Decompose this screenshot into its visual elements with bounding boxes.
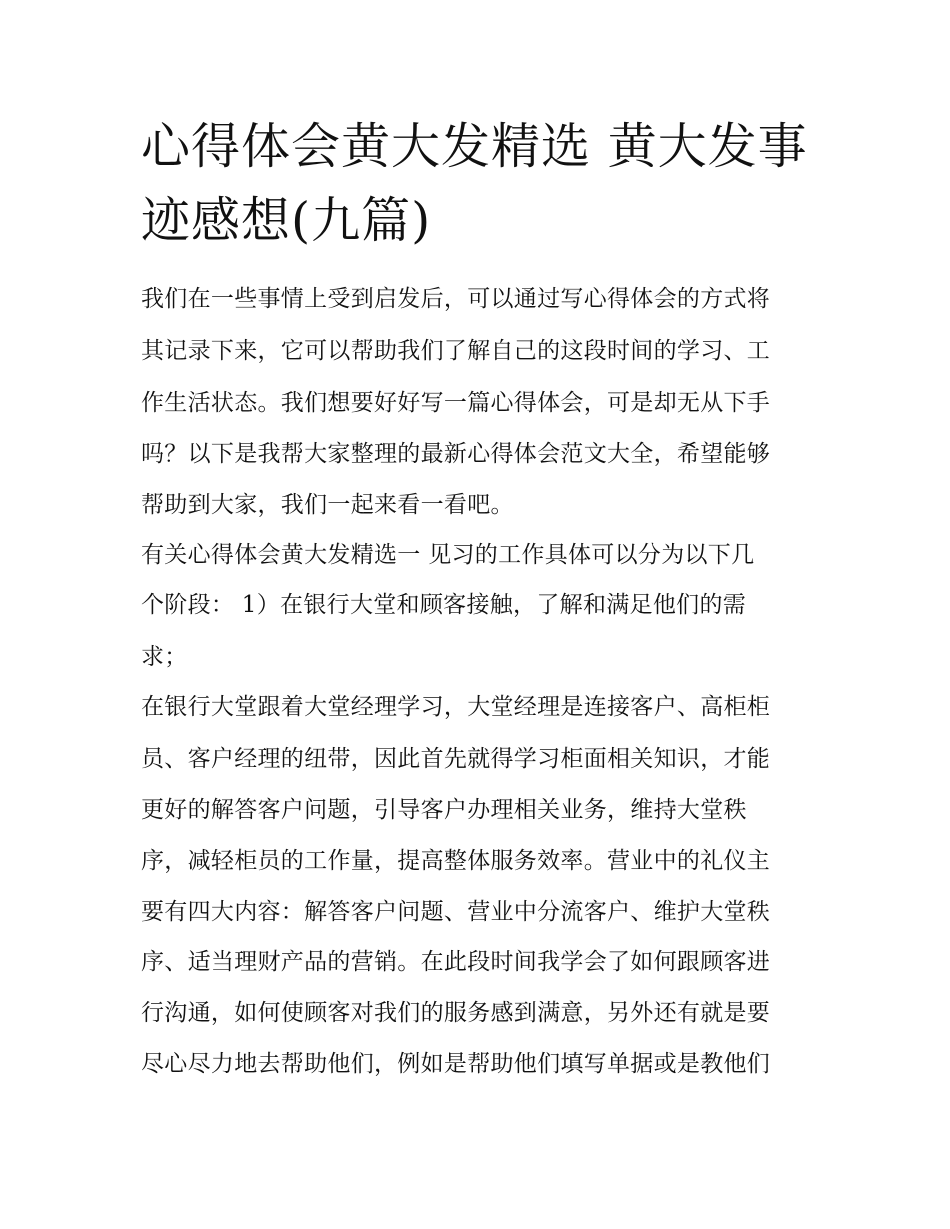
body-line: 作生活状态。我们想要好好写一篇心得体会，可是却无从下手 bbox=[141, 390, 771, 416]
body-line: 帮助到大家，我们一起来看一看吧。 bbox=[141, 492, 514, 518]
body-line: 尽心尽力地去帮助他们，例如是帮助他们填写单据或是教他们 bbox=[141, 1051, 771, 1077]
body-line: 员、客户经理的纽带，因此首先就得学习柜面相关知识，才能 bbox=[141, 746, 771, 772]
title-line: 迹感想(九篇) bbox=[141, 192, 432, 249]
body-line: 在银行大堂跟着大堂经理学习，大堂经理是连接客户、高柜柜 bbox=[141, 694, 771, 720]
body-line: 其记录下来，它可以帮助我们了解自己的这段时间的学习、工 bbox=[141, 338, 771, 364]
body-line: 更好的解答客户问题，引导客户办理相关业务，维持大堂秩 bbox=[141, 797, 747, 823]
body-line: 求； bbox=[141, 644, 188, 670]
body-line: 吗？以下是我帮大家整理的最新心得体会范文大全，希望能够 bbox=[141, 441, 771, 467]
body-line: 有关心得体会黄大发精选一 见习的工作具体可以分为以下几 bbox=[141, 542, 755, 568]
title-line: 心得体会黄大发精选 黄大发事 bbox=[141, 118, 808, 175]
body-line: 序、适当理财产品的营销。在此段时间我学会了如何跟顾客进 bbox=[141, 949, 771, 975]
body-line: 行沟通，如何使顾客对我们的服务感到满意，另外还有就是要 bbox=[141, 1000, 771, 1026]
body-line: 序，减轻柜员的工作量，提高整体服务效率。营业中的礼仪主 bbox=[141, 848, 771, 874]
body-line: 个阶段： 1）在银行大堂和顾客接触，了解和满足他们的需 bbox=[141, 592, 747, 618]
body-line: 我们在一些事情上受到启发后，可以通过写心得体会的方式将 bbox=[141, 286, 771, 312]
body-line: 要有四大内容：解答客户问题、营业中分流客户、维护大堂秩 bbox=[141, 899, 771, 925]
document-title bbox=[141, 110, 821, 258]
